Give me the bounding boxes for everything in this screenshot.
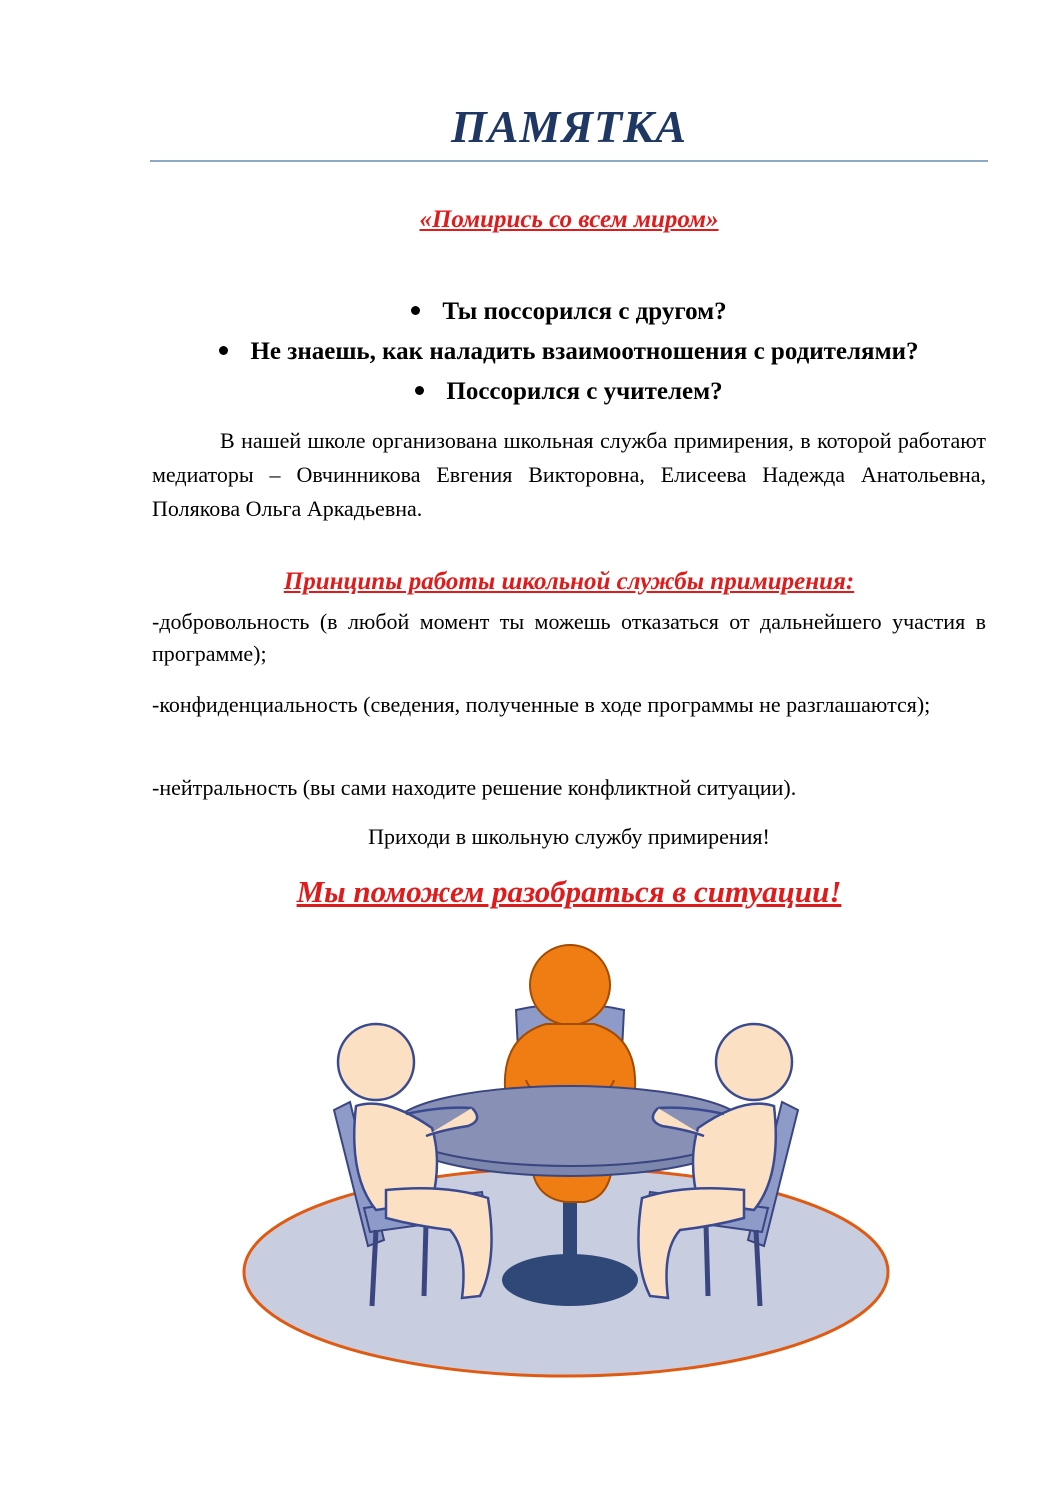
bullet-icon bbox=[415, 386, 424, 395]
list-item: Ты поссорился с другом? bbox=[150, 292, 988, 332]
question-list bbox=[150, 292, 988, 412]
principle-voluntary: -добровольность (в любой момент ты можешь отказаться от дальнейшего участия в программе); bbox=[152, 609, 986, 666]
mediation-meeting-icon bbox=[236, 940, 896, 1380]
invite-text: Приходи в школьную службу примирения! bbox=[368, 824, 770, 849]
list-item: Не знаешь, как наладить взаимоотношения с родителями? bbox=[150, 332, 988, 372]
subtitle: «Помирись со всем миром» bbox=[419, 206, 719, 233]
principle-neutral: -нейтральность (вы сами находите решение конфликтной ситуации). bbox=[152, 775, 797, 800]
intro-paragraph: В нашей школе организована школьная служба примирения, в которой работают медиаторы – Овчинникова Евгения Викторовна, Елисеева Надежда Анатольевна, Полякова Ольга Аркадьевна. bbox=[152, 428, 986, 521]
principle-confidential: -конфиденциальность (сведения, полученные в ходе программы не разглашаются); bbox=[152, 692, 931, 717]
slogan: Мы поможем разобраться в ситуации! bbox=[296, 874, 842, 909]
principles-heading: Принципы работы школьной службы примирения: bbox=[283, 568, 855, 595]
title-divider bbox=[150, 160, 988, 162]
bullet-icon bbox=[411, 306, 420, 315]
list-item: Поссорился с учителем? bbox=[150, 372, 988, 412]
bullet-icon bbox=[219, 346, 228, 355]
page-title: ПАМЯТКА bbox=[450, 101, 688, 152]
